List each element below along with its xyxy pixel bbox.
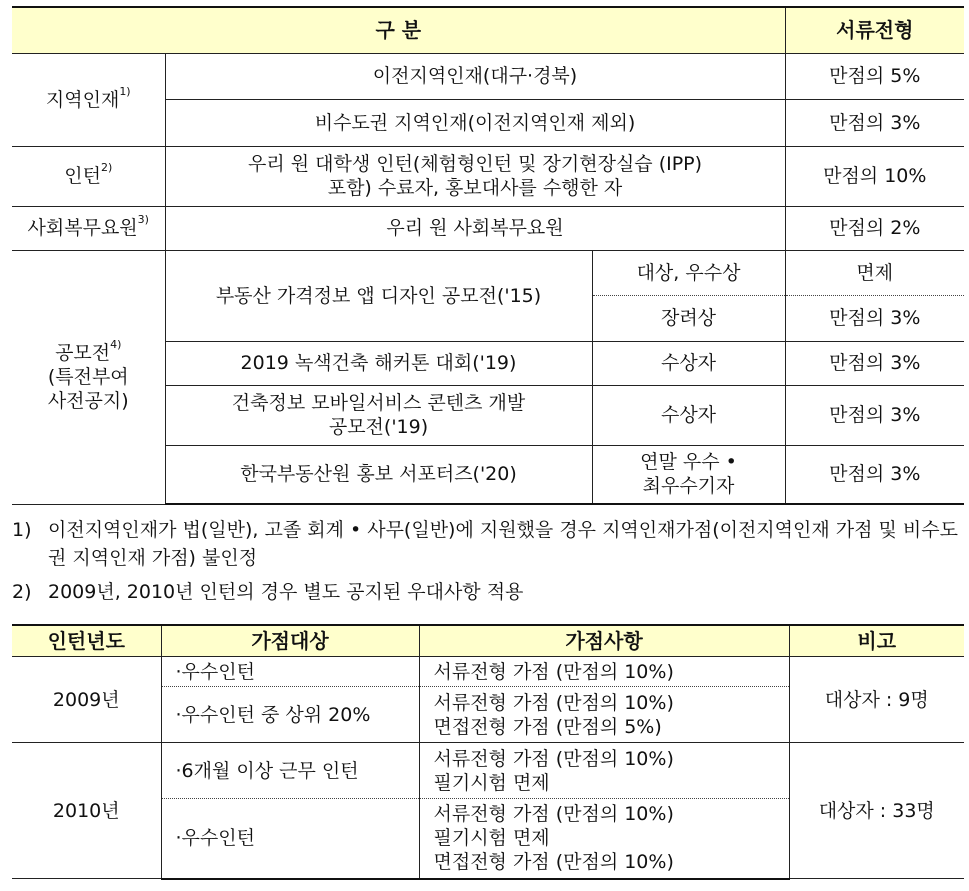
footnote-1 — [12, 516, 967, 572]
screening-bonus-table — [12, 6, 964, 505]
intern-bonus-table — [12, 624, 964, 880]
contest-value: 만점의 3% — [785, 385, 964, 445]
contest-label-cell — [12, 250, 165, 504]
footnote-1-number: 1) — [12, 519, 32, 541]
header-category: 구 분 — [12, 7, 785, 53]
contest-name: 부동산 가격정보 앱 디자인 공모전('15) — [165, 250, 592, 341]
footnote-2-number: 2) — [12, 581, 32, 603]
header-remarks: 비고 — [789, 625, 964, 657]
footnote-1-text: 이전지역인재가 법(일반), 고졸 회계 • 사무(일반)에 지원했을 경우 지역인재가점(이전지역인재 가점 및 비수도권 지역인재 가점) 불인정 — [48, 519, 958, 569]
contest-value: 만점의 3% — [785, 295, 964, 341]
footnote-ref-3: 3) — [137, 213, 149, 226]
social-service-desc: 우리 원 사회복무요원 — [165, 206, 785, 250]
contest-name-line2: 공모전('19) — [328, 416, 429, 438]
bonus-target: ·우수인턴 — [161, 657, 419, 687]
social-service-label-cell — [12, 206, 165, 250]
regional-value: 만점의 3% — [785, 99, 964, 146]
table-row — [12, 53, 964, 99]
regional-value: 만점의 5% — [785, 53, 964, 99]
benefit-line: 서류전형 가점 (만점의 10%) — [433, 691, 674, 714]
intern-desc-line2: 포함) 수료자, 홍보대사를 수행한 자 — [327, 177, 623, 199]
contest-award: 대상, 우수상 — [592, 250, 785, 295]
bonus-target: ·우수인턴 — [161, 799, 419, 879]
remark-2010: 대상자 : 33명 — [789, 743, 964, 879]
table-header-row — [12, 625, 964, 657]
contest-name — [165, 385, 592, 445]
benefit-line: 서류전형 가점 (만점의 10%) — [433, 747, 674, 770]
intern-desc — [165, 146, 785, 206]
footnote-ref-1: 1) — [119, 84, 131, 98]
contest-label-line2: (특전부여 — [47, 366, 129, 388]
contest-award-line1: 연말 우수 • — [640, 451, 737, 474]
contest-award: 수상자 — [592, 341, 785, 385]
header-document-screening: 서류전형 — [785, 7, 964, 53]
contest-label-line3: 사전공지) — [47, 390, 129, 412]
intern-label: 인턴 — [64, 165, 101, 187]
benefit-line: 서류전형 가점 (만점의 10%) — [433, 803, 674, 826]
remark-2009: 대상자 : 9명 — [789, 657, 964, 743]
social-service-label: 사회복무요원 — [27, 217, 138, 239]
table-row — [12, 146, 964, 206]
regional-label: 지역인재 — [45, 88, 120, 111]
contest-award — [592, 445, 785, 504]
bonus-details — [419, 687, 789, 743]
intern-desc-line1: 우리 원 대학생 인턴(체험형인턴 및 장기현장실습 (IPP) — [247, 153, 703, 175]
benefit-line: 면접전형 가점 (만점의 10%) — [433, 851, 674, 874]
footnote-2-text: 2009년, 2010년 인턴의 경우 별도 공지된 우대사항 적용 — [48, 581, 524, 603]
table-header-row — [12, 7, 964, 53]
header-intern-year: 인턴년도 — [12, 625, 161, 657]
bonus-details — [419, 743, 789, 799]
regional-desc: 비수도권 지역인재(이전지역인재 제외) — [165, 99, 785, 146]
contest-award: 장려상 — [592, 295, 785, 341]
contest-award-line2: 최우수기자 — [642, 475, 735, 498]
table-row — [12, 657, 964, 687]
benefit-line: 필기시험 면제 — [433, 827, 550, 850]
contest-name-line1: 건축정보 모바일서비스 콘텐츠 개발 — [231, 392, 526, 414]
contest-name: 한국부동산원 홍보 서포터즈('20) — [165, 445, 592, 504]
contest-name: 2019 녹색건축 해커톤 대회('19) — [165, 341, 592, 385]
bonus-target: ·6개월 이상 근무 인턴 — [161, 743, 419, 799]
intern-label-cell — [12, 146, 165, 206]
regional-label-cell — [12, 53, 165, 146]
contest-value: 만점의 3% — [785, 341, 964, 385]
table-row — [12, 743, 964, 799]
intern-value: 만점의 10% — [785, 146, 964, 206]
contest-label-line1: 공모전$^{4)}$ — [55, 338, 122, 364]
footnote-ref-4: 4) — [110, 338, 122, 351]
regional-desc: 이전지역인재(대구·경북) — [165, 53, 785, 99]
footnotes — [12, 516, 967, 606]
table-row — [12, 250, 964, 295]
benefit-line: 필기시험 면제 — [433, 771, 550, 794]
year-2010: 2010년 — [12, 743, 161, 879]
header-bonus-details: 가점사항 — [419, 625, 789, 657]
contest-award: 수상자 — [592, 385, 785, 445]
benefit-line: 면접전형 가점 (만점의 5%) — [433, 715, 662, 738]
footnote-2 — [12, 578, 967, 606]
contest-value: 면제 — [785, 250, 964, 295]
bonus-target: ·우수인턴 중 상위 20% — [161, 687, 419, 743]
footnote-ref-2: 2) — [100, 161, 113, 174]
bonus-details — [419, 657, 789, 687]
year-2009: 2009년 — [12, 657, 161, 743]
table-row — [12, 206, 964, 250]
bonus-details — [419, 799, 789, 879]
social-service-value: 만점의 2% — [785, 206, 964, 250]
contest-value: 만점의 3% — [785, 445, 964, 504]
benefit-line: 서류전형 가점 (만점의 10%) — [433, 660, 674, 683]
header-bonus-target: 가점대상 — [161, 625, 419, 657]
